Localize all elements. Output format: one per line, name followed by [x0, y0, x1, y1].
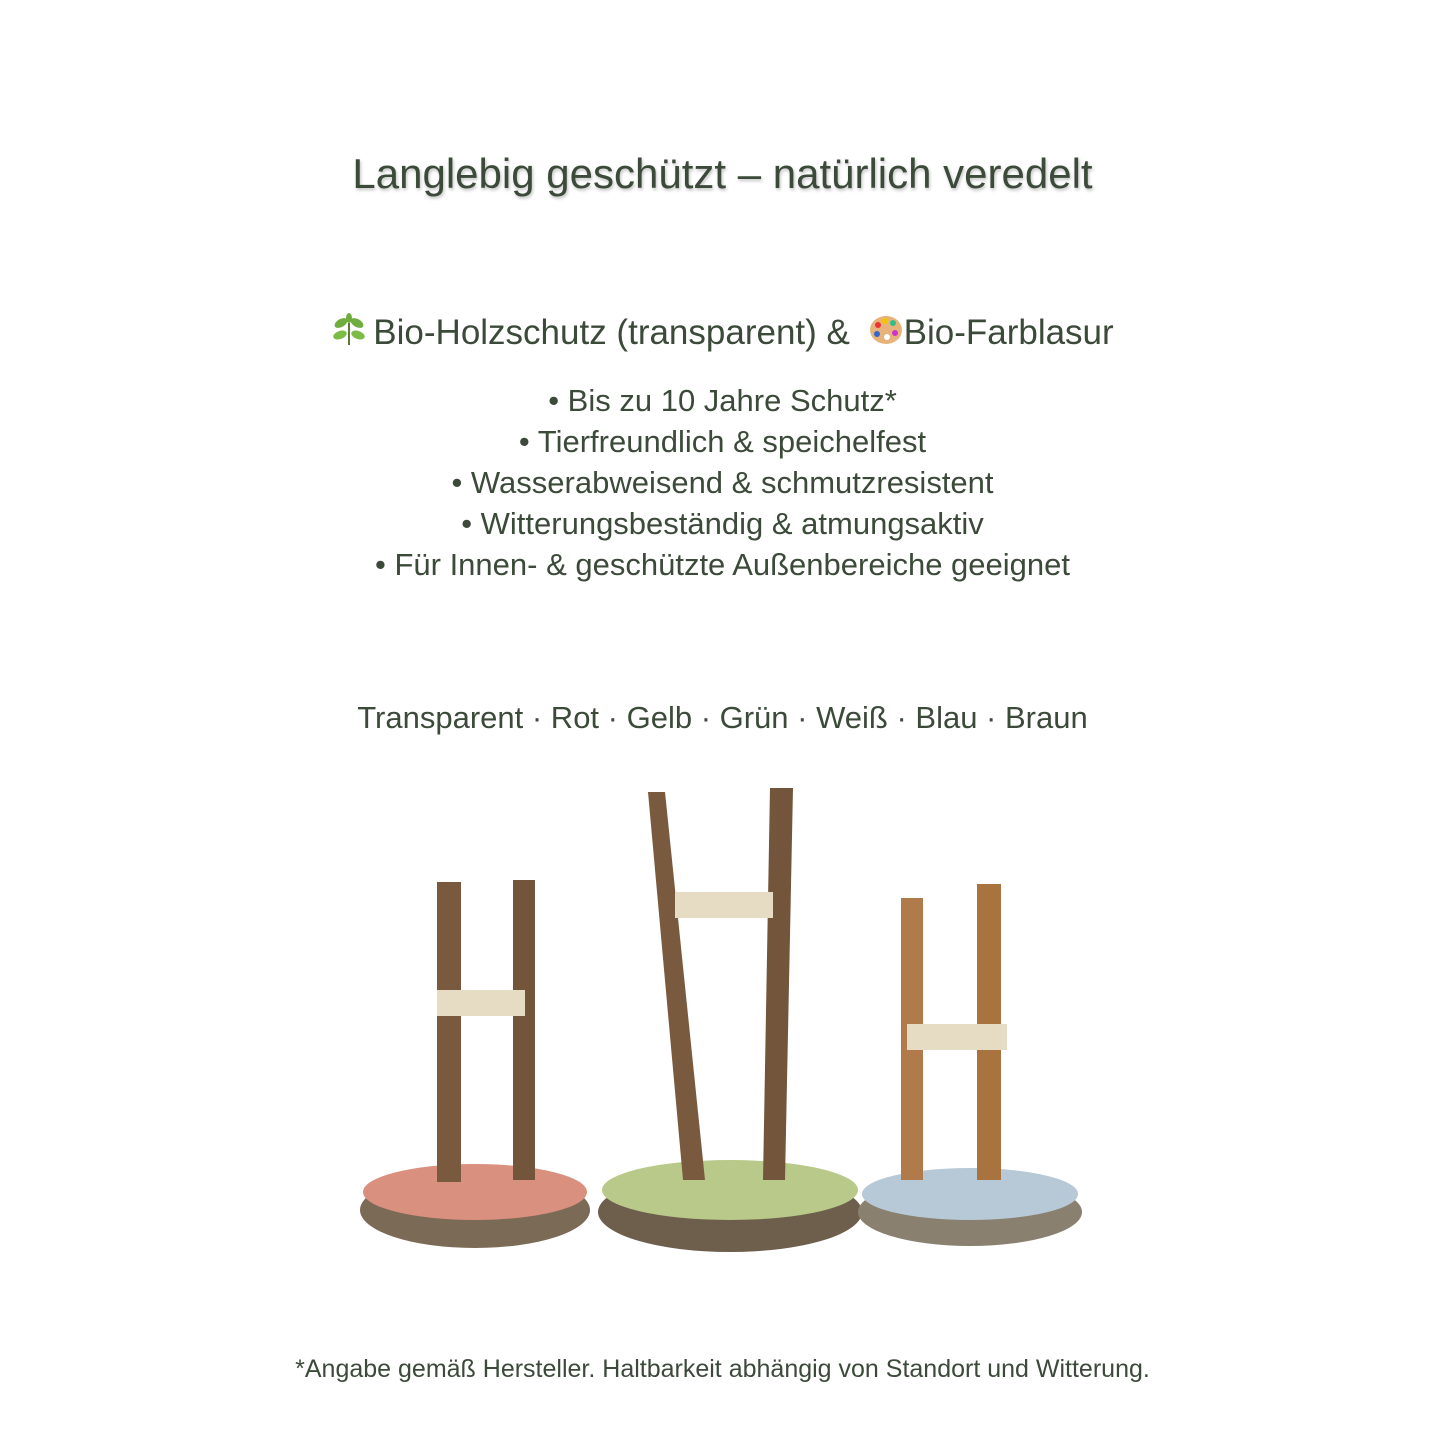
stand-red [360, 880, 590, 1248]
feature-list [0, 380, 1445, 585]
feature-item: • Tierfreundlich & speichelfest [518, 424, 927, 459]
stand-green [598, 788, 862, 1252]
page-title: Langlebig geschützt – natürlich veredelt [352, 150, 1093, 197]
seedling-icon [331, 313, 367, 347]
color-options: Transparent · Rot · Gelb · Grün · Weiß · Blau · Braun [357, 700, 1088, 735]
subtitle-part2: Bio-Farblasur [903, 313, 1114, 352]
stand-blue [858, 884, 1082, 1246]
feature-item: • Für Innen- & geschützte Außenbereiche geeignet [374, 547, 1071, 582]
feature-item: • Bis zu 10 Jahre Schutz* [548, 383, 897, 418]
footnote: *Angabe gemäß Hersteller. Haltbarkeit abhängig von Standort und Witterung. [295, 1355, 1150, 1383]
feature-item: • Wasserabweisend & schmutzresistent [451, 465, 994, 500]
subtitle-part1: Bio-Holzschutz (transparent) & [373, 313, 850, 352]
feature-item: • Witterungsbeständig & atmungsaktiv [461, 506, 984, 541]
palette-icon [868, 313, 904, 347]
product-photo [355, 780, 1095, 1260]
subtitle [0, 313, 1445, 353]
